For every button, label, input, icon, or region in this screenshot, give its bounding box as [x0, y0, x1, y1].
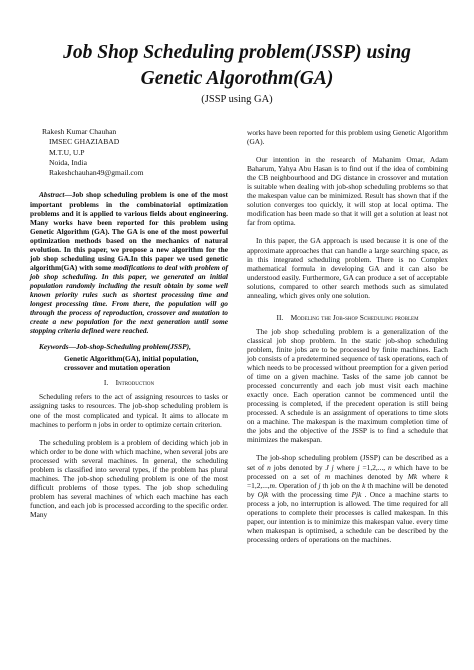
- title-line-1: Job Shop Scheduling problem(JSSP) using: [63, 42, 411, 63]
- section-modeling-heading: [247, 313, 448, 322]
- right-paragraph-4: The job-shop scheduling problem (JSSP) can be described as a set of n jobs denoted by J j where j =1,2,..., n which have to be processed on a set of m machines denoted by Mk where k =1,2,...,m. Operation of j th job on the k th machine will be denoted by Ojk with the processing time Pjk . Once a machine starts to process a job, no interruption is allowed. The time required for all operations to complete their processes is called makespan. In this paper, our intention is to minimize this makespan value. every time when makespan is optimised, a schedule can be described by the processing orders of operations on the machines.: [247, 453, 449, 544]
- author-degree: M.T.U, U.P: [49, 147, 85, 157]
- right-paragraph-3: The job shop scheduling problem is a generalization of the classical job shop problem. In the static job-shop scheduling problem, finite jobs are to be processed by finite machines. Each job consists of a predetermined sequence of task operations, each of which needs to be processed without preemption for a given period of time on a given machine. Tasks of the same job cannot be processed concurrently and each job must visit each machine exactly once. Each operation cannot be commenced until the processing is completed, if the precedent operation is still being processed. A schedule is an assignment of operations to time slots on a machine. The makespan is the maximum completion time of the jobs and the objective of the JSSP is to find a schedule that minimizes the makespan.: [247, 326, 448, 445]
- author-email: Rakeshchauhan49@gmail.com: [49, 168, 144, 178]
- author-affiliation: IMSEC GHAZIABAD: [49, 137, 120, 147]
- right-column: [247, 128, 448, 544]
- paper-title: [0, 40, 474, 92]
- right-paragraph-1: Our intention in the research of Mahanim Omar, Adam Baharum, Yahya Abu Hasan is to find out if the idea of combining the CB neighbourhood and DG distance in crossover and mutation is suitable when dealing with job-shop scheduling problems so that the makespan value can be minimized. Result has shown that if the solution converges too quickly, it will stop at local optima. The modification has been made so that it will get a solution at least not far from optima.: [247, 155, 448, 228]
- intro-paragraph-1: Scheduling refers to the act of assigning resources to tasks or assigning tasks to resources. The job-shop scheduling problem is one of the most complicated and typical. It aims to allocate m machines to perform n jobs in order to optimize certain criterion.: [30, 392, 228, 429]
- abstract-text: —Job shop scheduling problem is one of the most important problems in the combinatorial optimization problems and it is applied to various fields about engineering. Many works have been reported for this problem using Genetic Algorithm (GA). The GA is one of the most powerful optimization methods based on the mechanics of natural evolution. In this paper, we propose a new algorithm for the job shop scheduling using GA.In this paper we used genetic algorithm(GA) with some: [30, 190, 228, 272]
- abstract: [30, 190, 228, 335]
- section-number: I.: [103, 378, 109, 388]
- author-block: [30, 127, 228, 178]
- intro-paragraph-2: The scheduling problem is a problem of deciding which job in which order to be done with which machine, when several jobs are processed with several machines. In general, the scheduling problem is classified into several types, if the problem has plural machines. The job-shop scheduling problem is one of the most difficult problems of those types. The job shop scheduling problem has several machines of which each machine has each function, and each job is processed according to the specific order. Many: [30, 437, 228, 519]
- section-introduction-heading: [30, 378, 228, 387]
- keywords-label: Keywords: [39, 342, 69, 352]
- keywords: [30, 342, 228, 372]
- section-number: II.: [276, 312, 284, 322]
- right-paragraph-0: works have been reported for this problem using Genetic Algorithm (GA).: [247, 128, 448, 147]
- right-paragraph-2: In this paper, the GA approach is used because it is one of the approximate approaches that can handle a large searching space, as in this integrated scheduling problem. There is no Complex mathematical formula in developing GA and it can also be understood easily. Furthermore, GA can produce a set of acceptable solutions, compared to other search methods such as simulated annealing, which gives only one solution.: [247, 236, 448, 300]
- paper-subtitle: (JSSP using GA): [201, 94, 273, 105]
- author-location: Noida, India: [49, 157, 87, 167]
- left-column: [30, 127, 228, 519]
- section-title: Introduction: [115, 378, 155, 388]
- section-title: Modeling the Job-shop Scheduling problem: [290, 312, 419, 322]
- keywords-line-3: crossover and mutation operation: [64, 363, 171, 373]
- author-name: Rakesh Kumar Chauhan: [42, 127, 117, 136]
- keywords-line-2: Genetic Algorithm(GA), initial population,: [64, 354, 199, 364]
- title-line-2: Genetic Algorothm(GA): [140, 68, 334, 89]
- abstract-text-italic: modifications to deal with problem of job shop scheduling. In this paper, we generated an initial population randomly including the result obtain by some well known priority rules such as shortest processing time and longest processing time. From there, the population will go through the process of reproduction, crossover and mutation to create a new population for the next generation until some stopping criteria defined were reached.: [30, 262, 228, 336]
- keywords-line-1: —Job-shop-Scheduling problem(JSSP),: [68, 342, 191, 352]
- abstract-label: Abstract: [39, 190, 65, 200]
